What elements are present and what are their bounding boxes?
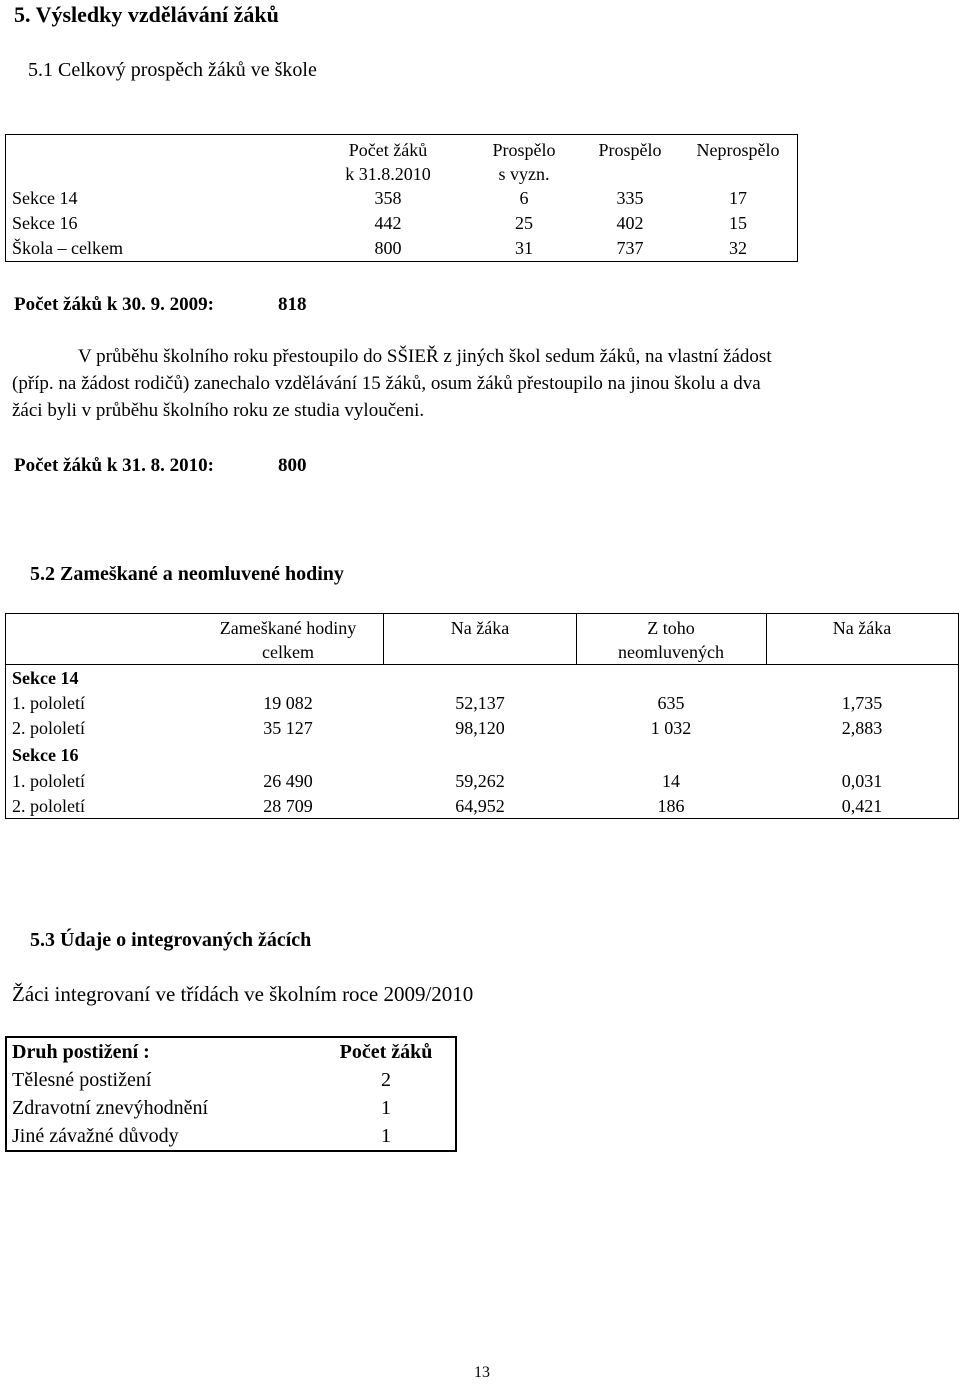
table-cell: 25 <box>515 213 533 233</box>
table-cell: 442 <box>374 213 402 233</box>
page-number: 13 <box>474 1364 490 1381</box>
table-row-label: Sekce 14 <box>12 188 78 208</box>
table-cell: 52,137 <box>455 693 505 713</box>
page-heading: 5. Výsledky vzdělávání žáků <box>14 2 279 27</box>
table-cell: 59,262 <box>455 771 505 791</box>
table-cell: 17 <box>729 188 747 208</box>
count-2009-value: 818 <box>278 294 307 315</box>
table-row-label: Škola – celkem <box>12 238 123 258</box>
count-2010-label: Počet žáků k 31. 8. 2010: <box>14 455 215 476</box>
section-3-title: 5.3 Údaje o integrovaných žácích <box>30 929 312 951</box>
section-1-title: 5.1 Celkový prospěch žáků ve škole <box>28 59 317 81</box>
table-cell: 1 <box>381 1125 391 1147</box>
paragraph-line-2: (příp. na žádost rodičů) zanechalo vzdělávání 15 žáků, osum žáků přestoupilo na jinou školu a dva <box>12 373 761 394</box>
row-label: 2. pololetí <box>12 796 85 816</box>
row-label: Zdravotní znevýhodnění <box>12 1097 209 1119</box>
row-label: Tělesné postižení <box>12 1069 152 1091</box>
header-pocet-2: k 31.8.2010 <box>345 164 431 184</box>
header-druh: Druh postižení : <box>12 1041 150 1063</box>
table-cell: 31 <box>515 238 533 258</box>
table-cell: 335 <box>616 188 644 208</box>
group-label-sekce-16: Sekce 16 <box>12 745 79 765</box>
table-cell: 6 <box>519 188 529 208</box>
table-cell: 186 <box>657 796 685 816</box>
count-2009-label: Počet žáků k 30. 9. 2009: <box>14 294 215 315</box>
table-cell: 0,031 <box>841 771 883 791</box>
count-2010-value: 800 <box>278 455 307 476</box>
table-cell: 1,735 <box>841 693 883 713</box>
header-zameskane-2: celkem <box>262 642 314 662</box>
header-neprospelo: Neprospělo <box>696 140 780 160</box>
table-cell: 19 082 <box>263 693 313 713</box>
table-cell: 0,421 <box>841 796 883 816</box>
row-label: Jiné závažné důvody <box>12 1125 179 1147</box>
table-cell: 28 709 <box>263 796 313 816</box>
header-prospelo: Prospělo <box>598 140 662 160</box>
paragraph-line-1: V průběhu školního roku přestoupilo do SŠIEŘ z jiných škol sedum žáků, na vlastní žádost <box>78 346 772 367</box>
table-row-label: Sekce 16 <box>12 213 78 233</box>
table-cell: 64,952 <box>455 796 505 816</box>
header-na-zaka-2: Na žáka <box>832 618 892 638</box>
header-zameskane-1: Zameškané hodiny <box>219 618 357 638</box>
table-cell: 32 <box>729 238 747 258</box>
table-cell: 635 <box>657 693 685 713</box>
table-cell: 26 490 <box>263 771 313 791</box>
header-pocet-1: Počet žáků <box>348 140 428 160</box>
table-cell: 98,120 <box>455 718 505 738</box>
table-cell: 800 <box>374 238 402 258</box>
table-cell: 737 <box>616 238 644 258</box>
table-cell: 35 127 <box>263 718 313 738</box>
header-prospelo-vyzn-2: s vyzn. <box>498 164 550 184</box>
paragraph-line-3: žáci byli v průběhu školního roku ze studia vyloučeni. <box>12 400 425 421</box>
table-cell: 2 <box>381 1069 391 1091</box>
header-prospelo-vyzn-1: Prospělo <box>492 140 556 160</box>
header-z-toho-2: neomluvených <box>618 642 724 662</box>
table-cell: 358 <box>374 188 402 208</box>
table-cell: 402 <box>616 213 644 233</box>
table-cell: 1 <box>381 1097 391 1119</box>
section-2-title: 5.2 Zameškané a neomluvené hodiny <box>30 563 344 585</box>
row-label: 1. pololetí <box>12 771 85 791</box>
table-cell: 14 <box>662 771 680 791</box>
header-na-zaka-1: Na žáka <box>450 618 510 638</box>
row-label: 1. pololetí <box>12 693 85 713</box>
table-cell: 1 032 <box>650 718 692 738</box>
group-label-sekce-14: Sekce 14 <box>12 668 79 688</box>
header-z-toho-1: Z toho <box>647 618 695 638</box>
table-cell: 15 <box>729 213 747 233</box>
row-label: 2. pololetí <box>12 718 85 738</box>
section-3-subtitle: Žáci integrovaní ve třídách ve školním roce 2009/2010 <box>12 982 474 1006</box>
header-pocet: Počet žáků <box>339 1041 433 1063</box>
table-cell: 2,883 <box>841 718 883 738</box>
